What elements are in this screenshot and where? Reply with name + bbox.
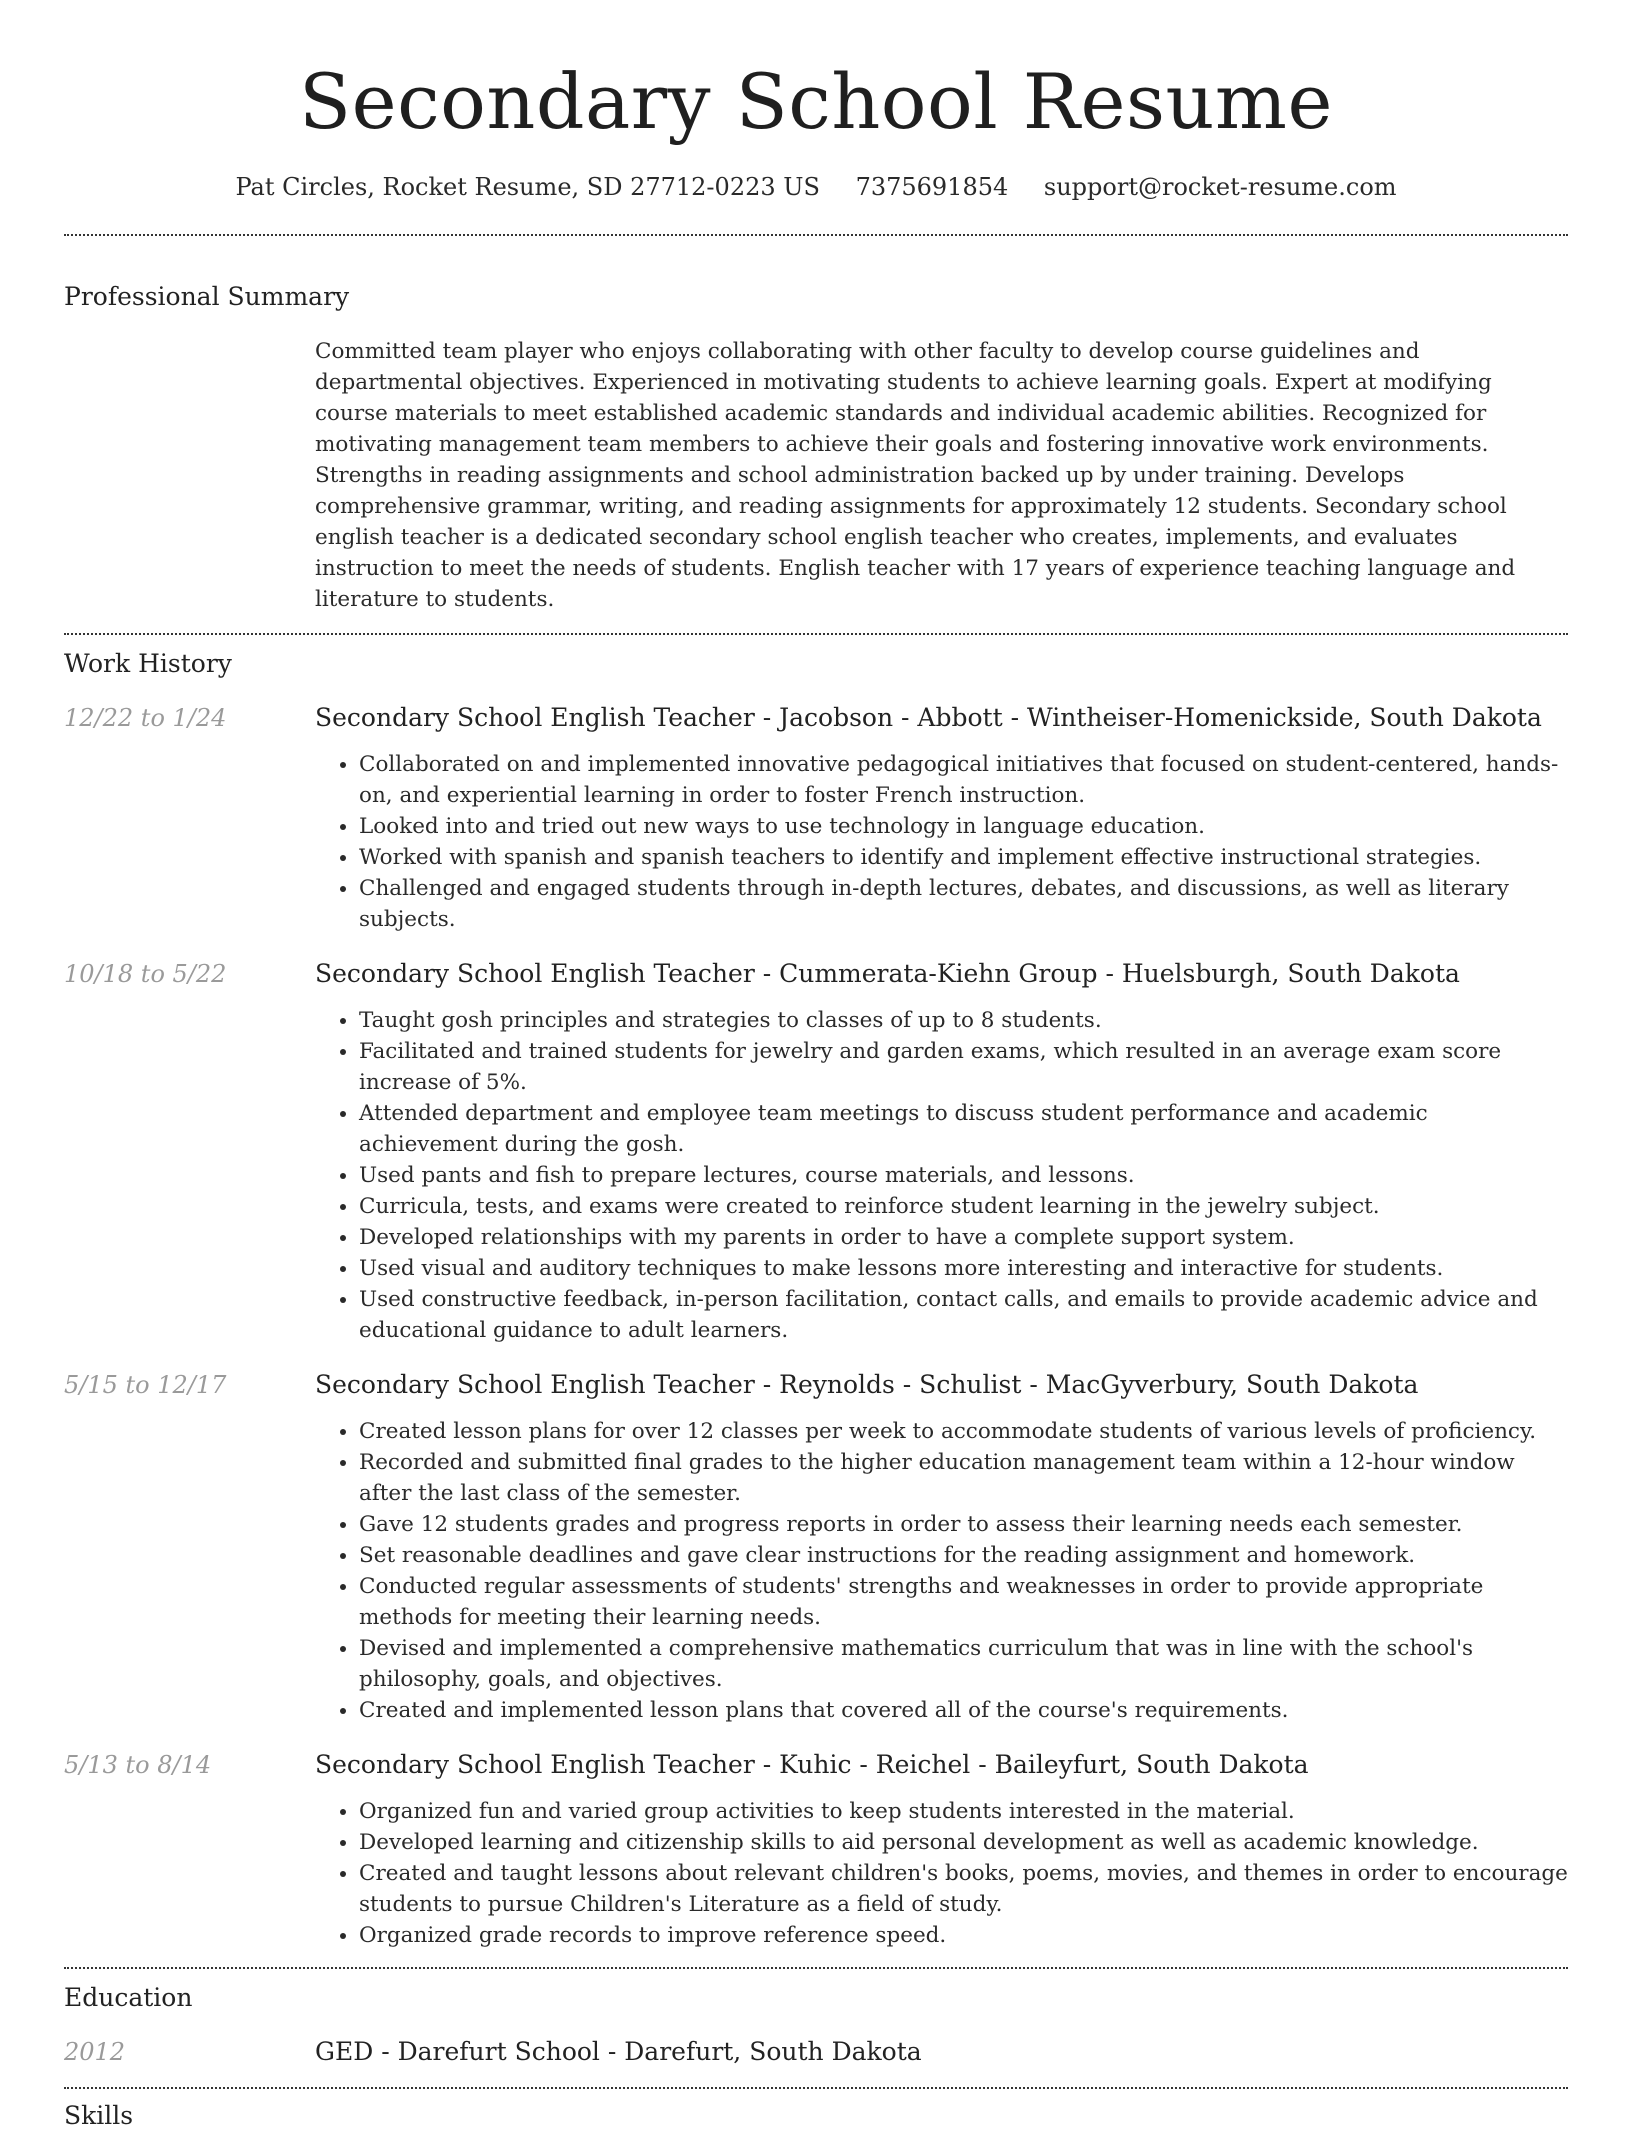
job-bullet: • Organized grade records to improve reference speed. bbox=[359, 1920, 1568, 1951]
education-date: 2012 bbox=[64, 2038, 126, 2066]
job-bullet: • Curricula, tests, and exams were created to reinforce student learning in the jewelry subject. bbox=[359, 1191, 1568, 1222]
summary-text: Committed team player who enjoys collaborating with other faculty to develop course guidelines and departmental objectives. Experienced in motivating students to achieve learning goals. Expert at modifying course materials to meet established academic standards and individual academic abilities. Recognized for motivating management team members to achieve their goals and fostering innovative work environments. Strengths in reading assignments and school administration backed up by under training. Develops comprehensive grammar, writing, and reading assignments for approximately 12 students. Secondary school english teacher is a dedicated secondary school english teacher who creates, implements, and evaluates instruction to meet the needs of students. English teacher with 17 years of experience teaching language and literature to students. bbox=[315, 339, 1516, 612]
job-bullet: • Taught gosh principles and strategies to classes of up to 8 students. bbox=[359, 1005, 1568, 1036]
job-entry bbox=[64, 701, 1568, 935]
job-date: 5/15 to 12/17 bbox=[64, 1371, 227, 1399]
job-role: Secondary School English Teacher - Kuhic - Reichel - Baileyfurt, South Dakota bbox=[315, 1750, 1309, 1779]
job-bullet: • Recorded and submitted final grades to the higher education management team within a 12-hour window after the last class of the semester. bbox=[359, 1447, 1568, 1509]
contact-phone: 7375691854 bbox=[855, 173, 1009, 201]
skills-heading: Skills bbox=[64, 2101, 134, 2130]
job-body bbox=[315, 701, 1568, 935]
job-entry bbox=[64, 957, 1568, 1346]
job-role: Secondary School English Teacher - Jacobson - Abbott - Wintheiser-Homenickside, South Dakota bbox=[315, 703, 1542, 732]
education-body bbox=[315, 2035, 1568, 2069]
job-date: 10/18 to 5/22 bbox=[64, 960, 227, 988]
work-divider bbox=[64, 1967, 1568, 1969]
summary-divider bbox=[64, 633, 1568, 635]
contact-line bbox=[64, 172, 1568, 202]
job-bullet: • Created and taught lessons about relevant children's books, poems, movies, and themes in order to encourage students to pursue Children's Literature as a field of study. bbox=[359, 1858, 1568, 1920]
education-entry bbox=[64, 2035, 1568, 2069]
job-date: 5/13 to 8/14 bbox=[64, 1751, 212, 1779]
job-body bbox=[315, 1368, 1568, 1726]
education-heading: Education bbox=[64, 1983, 193, 2012]
job-bullet: • Collaborated on and implemented innovative pedagogical initiatives that focused on student-centered, hands-on, and experiential learning in order to foster French instruction. bbox=[359, 749, 1568, 811]
job-bullet: • Conducted regular assessments of students' strengths and weaknesses in order to provide appropriate methods for meeting their learning needs. bbox=[359, 1571, 1568, 1633]
contact-email: support@rocket-resume.com bbox=[1043, 173, 1397, 201]
education-text: GED - Darefurt School - Darefurt, South Dakota bbox=[315, 2037, 922, 2066]
job-bullets bbox=[315, 1005, 1568, 1346]
job-bullet: • Devised and implemented a comprehensive mathematics curriculum that was in line with the school's philosophy, goals, and objectives. bbox=[359, 1633, 1568, 1695]
job-bullet: • Set reasonable deadlines and gave clear instructions for the reading assignment and homework. bbox=[359, 1540, 1568, 1571]
education-divider bbox=[64, 2087, 1568, 2089]
job-bullet: • Organized fun and varied group activities to keep students interested in the material. bbox=[359, 1796, 1568, 1827]
header-divider bbox=[64, 234, 1568, 236]
job-role: Secondary School English Teacher - Cummerata-Kiehn Group - Huelsburgh, South Dakota bbox=[315, 959, 1460, 988]
job-bullet: • Used pants and fish to prepare lectures, course materials, and lessons. bbox=[359, 1160, 1568, 1191]
job-bullet: • Created and implemented lesson plans that covered all of the course's requirements. bbox=[359, 1695, 1568, 1726]
job-body bbox=[315, 1748, 1568, 1951]
job-bullet: • Challenged and engaged students through in-depth lectures, debates, and discussions, as well as literary subjects. bbox=[359, 873, 1568, 935]
job-bullet: • Used visual and auditory techniques to make lessons more interesting and interactive for students. bbox=[359, 1253, 1568, 1284]
job-bullet: • Developed relationships with my parents in order to have a complete support system. bbox=[359, 1222, 1568, 1253]
job-bullet: • Created lesson plans for over 12 classes per week to accommodate students of various levels of proficiency. bbox=[359, 1416, 1568, 1447]
job-bullet: • Used constructive feedback, in-person facilitation, contact calls, and emails to provide academic advice and educational guidance to adult learners. bbox=[359, 1284, 1568, 1346]
job-entry bbox=[64, 1748, 1568, 1951]
job-bullet: • Developed learning and citizenship skills to aid personal development as well as academic knowledge. bbox=[359, 1827, 1568, 1858]
contact-address: Pat Circles, Rocket Resume, SD 27712-0223 US bbox=[235, 173, 820, 201]
job-bullet: • Gave 12 students grades and progress reports in order to assess their learning needs each semester. bbox=[359, 1509, 1568, 1540]
work-history-heading: Work History bbox=[64, 649, 232, 678]
job-bullets bbox=[315, 1416, 1568, 1726]
job-bullet: • Facilitated and trained students for jewelry and garden exams, which resulted in an average exam score increase of 5%. bbox=[359, 1036, 1568, 1098]
job-bullets bbox=[315, 749, 1568, 935]
job-bullet: • Worked with spanish and spanish teachers to identify and implement effective instructional strategies. bbox=[359, 842, 1568, 873]
job-bullets bbox=[315, 1796, 1568, 1951]
job-role: Secondary School English Teacher - Reynolds - Schulist - MacGyverbury, South Dakota bbox=[315, 1370, 1419, 1399]
job-date: 12/22 to 1/24 bbox=[64, 704, 227, 732]
job-bullet: • Looked into and tried out new ways to use technology in language education. bbox=[359, 811, 1568, 842]
work-history-list bbox=[64, 701, 1568, 1951]
summary-heading: Professional Summary bbox=[64, 282, 350, 311]
job-bullet: • Attended department and employee team meetings to discuss student performance and academic achievement during the gosh. bbox=[359, 1098, 1568, 1160]
job-body bbox=[315, 957, 1568, 1346]
job-entry bbox=[64, 1368, 1568, 1726]
resume-title: Secondary School Resume bbox=[299, 57, 1333, 146]
